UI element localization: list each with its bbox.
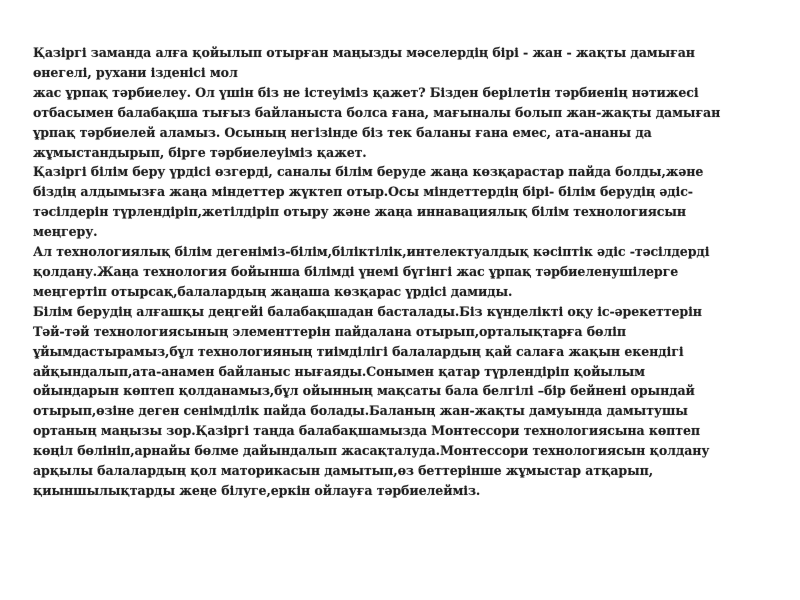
text-line: меңгертіп отырсақ,балалардың жаңаша көзқарас үрдісі дамиды. bbox=[33, 283, 513, 299]
text-line: тәсілдерін түрлендіріп,жетілдіріп отыру және жаңа иннавациялық білім технологиясын bbox=[33, 204, 686, 220]
text-line: айқындалып,ата-анамен байланыс нығаяды.Сонымен қатар түрлендіріп қойылым bbox=[33, 363, 645, 379]
text-line: ортаның маңызы зор.Қазіргі таңда балабақшамызда Монтессори технологиясына көптеп bbox=[33, 423, 700, 439]
text-line: отбасымен балабақша тығыз байланыста болса ғана, мағыналы болып жан-жақты дамыған bbox=[33, 104, 721, 120]
text-line: Қазіргі білім беру үрдісі өзгерді, саналы білім беруде жаңа көзқарастар пайда болды,және bbox=[33, 164, 704, 180]
text-line: өнегелі, рухани ізденісі мол bbox=[33, 64, 238, 80]
text-line: қиыншылықтарды жеңе білуге,еркін ойлауға тәрбиелейміз. bbox=[33, 482, 481, 498]
text-line: ойындарын көптеп қолданамыз,бұл ойынның мақсаты бала белгілі –бір бейнені орындай bbox=[33, 383, 695, 399]
text-line: ұрпақ тәрбиелей аламыз. Осының негізінде біз тек баланы ғана емес, ата-ананы да bbox=[33, 124, 652, 140]
text-line: қолдану.Жаңа технология бойынша білімді үнемі бүгінгі жас ұрпақ тәрбиеленушілерге bbox=[33, 263, 679, 279]
text-line: көңіл бөлініп,арнайы бөлме дайындалып жасақталуда.Монтессори технологиясын қолдану bbox=[33, 443, 710, 459]
text-line: жұмыстандырып, бірге тәрбиелеуіміз қажет. bbox=[33, 144, 367, 160]
text-line: біздің алдымызға жаңа міндеттер жүктеп отыр.Осы міндеттердің бірі- білім берудің әдіс- bbox=[33, 184, 693, 200]
text-line: Тәй-тәй технологиясының элементтерін пайдалана отырып,орталықтарға бөліп bbox=[33, 323, 626, 339]
document-text bbox=[33, 43, 783, 501]
text-line: меңгеру. bbox=[33, 224, 98, 240]
text-line: ұйымдастырамыз,бұл технологияның тиімділігі балалардың қай салаға жақын екендігі bbox=[33, 343, 684, 359]
text-line: жас ұрпақ тәрбиелеу. Ол үшін біз не істеуіміз қажет? Бізден берілетін тәрбиенің нәтижесі bbox=[33, 84, 699, 100]
text-line: Қазіргі заманда алға қойылып отырған маңызды мәселердің бірі - жан - жақты дамыған bbox=[33, 45, 695, 60]
text-line: арқылы балалардың қол маторикасын дамытып,өз беттерінше жұмыстар атқарып, bbox=[33, 463, 654, 479]
text-line: Білім берудің алғашқы деңгейі балабақшадан басталады.Біз күнделікті оқу іс-әрекеттерін bbox=[33, 303, 702, 319]
text-line: отырып,өзіне деген сенімділік пайда болады.Баланың жан-жақты дамуында дамытушы bbox=[33, 403, 688, 419]
text-line: Ал технологиялық білім дегеніміз-білім,біліктілік,интелектуалдық кәсіптік әдіс -тәсілдерді bbox=[33, 244, 710, 260]
